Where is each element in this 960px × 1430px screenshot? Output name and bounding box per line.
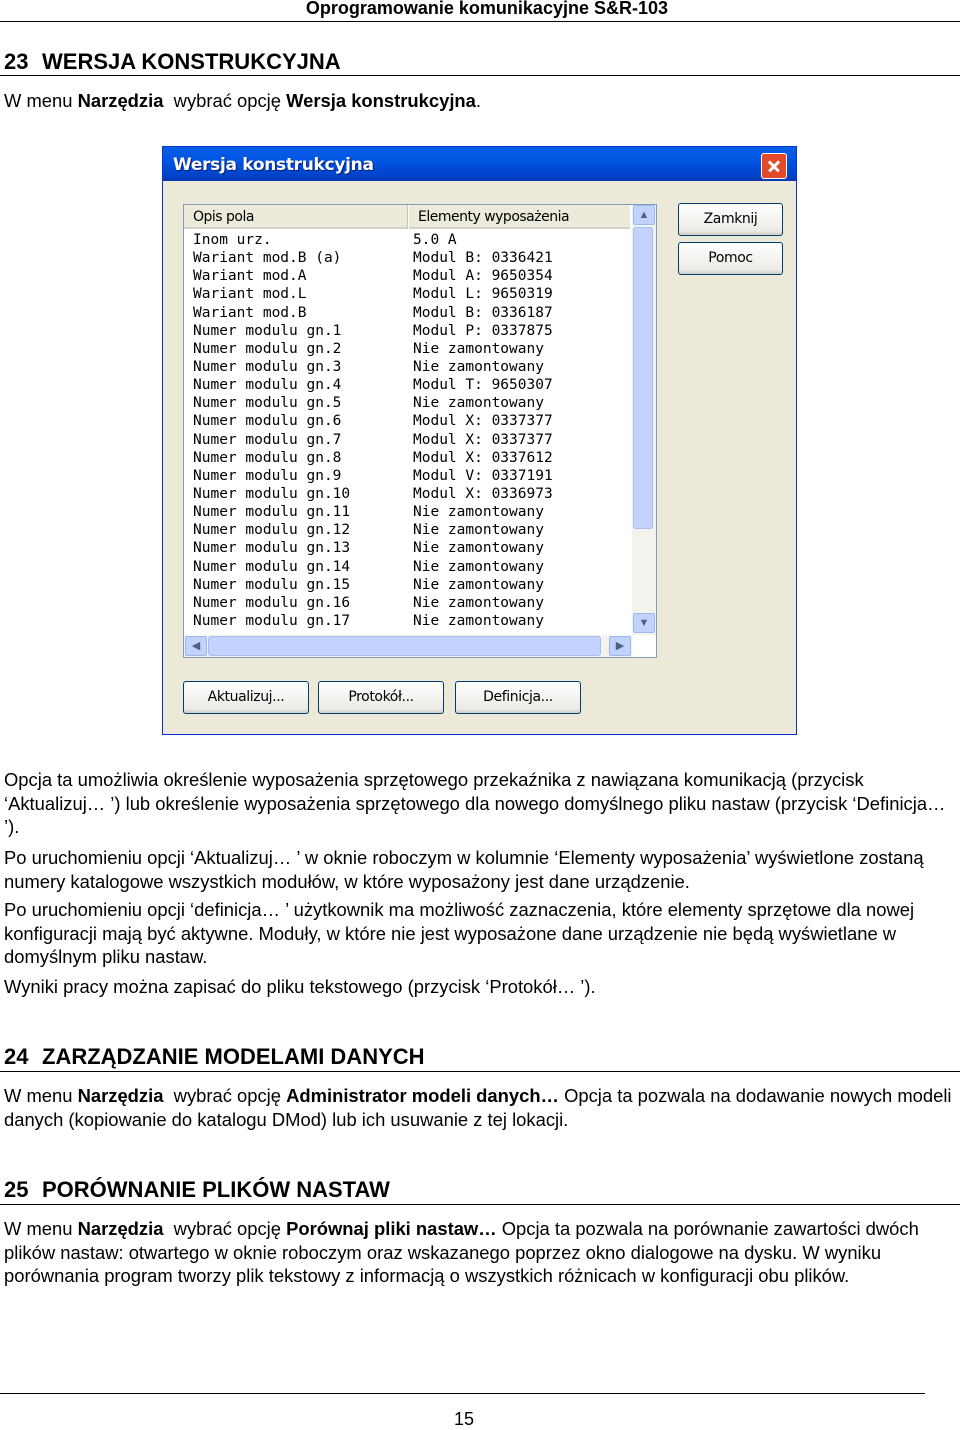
field-name: Numer modulu gn.15 bbox=[193, 576, 351, 593]
field-name: Numer modulu gn.16 bbox=[193, 594, 351, 611]
section-rule bbox=[0, 1071, 960, 1072]
section-rule bbox=[0, 75, 960, 76]
equipment-value: Nie zamontowany bbox=[413, 540, 544, 557]
equipment-value: Modul X: 0337377 bbox=[413, 413, 553, 430]
close-icon[interactable] bbox=[761, 153, 787, 179]
equipment-value: 5.0 A bbox=[413, 232, 457, 248]
field-name: Wariant mod.L bbox=[193, 286, 307, 303]
dialog-titlebar[interactable] bbox=[163, 147, 796, 181]
field-name: Inom urz. bbox=[193, 232, 272, 248]
column-header-field[interactable]: Opis pola bbox=[184, 205, 408, 229]
section-title: WERSJA KONSTRUKCYJNA bbox=[42, 49, 341, 74]
field-name: Numer modulu gn.14 bbox=[193, 558, 351, 575]
equipment-value: Modul V: 0337191 bbox=[413, 467, 553, 484]
field-name: Wariant mod.A bbox=[193, 268, 307, 285]
field-name: Numer modulu gn.6 bbox=[193, 413, 342, 430]
section-rule bbox=[0, 1204, 960, 1205]
field-name: Numer modulu gn.7 bbox=[193, 431, 342, 448]
equipment-list[interactable] bbox=[183, 204, 657, 658]
dialog-title: Wersja konstrukcyjna bbox=[173, 155, 374, 175]
equipment-value: Modul A: 9650354 bbox=[413, 268, 553, 285]
definition-button[interactable]: Definicja... bbox=[455, 681, 581, 714]
scroll-left-icon[interactable]: ◀ bbox=[185, 636, 207, 656]
section-23-heading bbox=[4, 49, 341, 75]
section-24-heading: 24 ZARZĄDZANIE MODELAMI DANYCH bbox=[4, 1044, 425, 1069]
equipment-value: Modul X: 0336973 bbox=[413, 485, 553, 502]
equipment-value: Modul X: 0337377 bbox=[413, 431, 553, 448]
hscroll-thumb[interactable] bbox=[208, 636, 601, 656]
equipment-value: Nie zamontowany bbox=[413, 340, 544, 357]
equipment-value: Modul B: 0336421 bbox=[413, 250, 553, 267]
section-23-intro: W menu Narzędzia wybrać opcję Wersja konstrukcyjna. bbox=[4, 90, 482, 111]
equipment-value: Nie zamontowany bbox=[413, 358, 544, 375]
equipment-value: Nie zamontowany bbox=[413, 576, 544, 593]
field-name: Numer modulu gn.9 bbox=[193, 467, 342, 484]
option-name: Wersja konstrukcyjna bbox=[286, 90, 476, 111]
paragraph-1: Opcja ta umożliwia określenie wyposażenia sprzętowego przekaźnika z nawiązana komunikacją (przycisk ‘Aktualizuj… ’) lub określenie wyposażenia sprzętowego dla nowego domyślnego pliku nastaw (przycisk ‘Definicja… ’). bbox=[4, 769, 946, 838]
paragraph-3: Po uruchomieniu opcji ‘definicja… ’ użytkownik ma możliwość zaznaczenia, które elementy sprzętowe dla nowej konfiguracji mają być aktywne. Moduły, w które nie jest wyposażone dane urządzenie nie będą wyświetlane w domyślnym pliku nastaw. bbox=[4, 899, 915, 968]
scroll-right-icon[interactable]: ▶ bbox=[609, 636, 631, 656]
vertical-scrollbar[interactable] bbox=[632, 205, 656, 635]
section-25-text: W menu Narzędzia wybrać opcję Porównaj pliki nastaw… Opcja ta pozwala na porównanie zawartości dwóch plików nastaw: otwartego w oknie roboczym oraz wskazanego poprzez okno dialogowe na dysku. W wyniku porównania program tworzy plik tekstowy z informacją o wszystkich różnicach w konfiguracji obu plików. bbox=[4, 1218, 919, 1287]
field-name: Wariant mod.B (a) bbox=[193, 250, 342, 267]
equipment-value: Nie zamontowany bbox=[413, 522, 544, 539]
help-button[interactable]: Pomoc bbox=[678, 242, 783, 275]
field-name: Numer modulu gn.8 bbox=[193, 449, 342, 466]
field-name: Numer modulu gn.13 bbox=[193, 540, 351, 557]
dialog-window bbox=[162, 146, 797, 735]
header-title: Oprogramowanie komunikacyjne S&R-103 bbox=[305, 0, 668, 18]
page-number: 15 bbox=[454, 1409, 475, 1429]
field-name: Numer modulu gn.10 bbox=[193, 485, 351, 502]
equipment-value: Nie zamontowany bbox=[413, 395, 544, 412]
footer-rule bbox=[0, 1393, 925, 1394]
paragraph-4: Wyniki pracy można zapisać do pliku tekstowego (przycisk ‘Protokół… ’). bbox=[4, 976, 596, 997]
header-rule bbox=[0, 21, 960, 22]
field-name: Numer modulu gn.5 bbox=[193, 395, 342, 412]
menu-name: Narzędzia bbox=[77, 90, 164, 111]
scroll-down-icon[interactable]: ▼ bbox=[633, 613, 655, 633]
equipment-value: Modul B: 0336187 bbox=[413, 304, 553, 321]
field-name: Wariant mod.B bbox=[193, 304, 307, 321]
scroll-up-icon[interactable]: ▲ bbox=[633, 205, 655, 225]
field-name: Numer modulu gn.12 bbox=[193, 522, 351, 539]
equipment-value: Nie zamontowany bbox=[413, 504, 544, 521]
column-header-equipment[interactable]: Elementy wyposażenia bbox=[409, 205, 630, 229]
field-name: Numer modulu gn.3 bbox=[193, 358, 342, 375]
horizontal-scrollbar[interactable] bbox=[184, 635, 632, 657]
equipment-value: Modul L: 9650319 bbox=[413, 286, 553, 303]
equipment-value: Nie zamontowany bbox=[413, 558, 544, 575]
section-25-heading: 25 PORÓWNANIE PLIKÓW NASTAW bbox=[4, 1177, 390, 1202]
update-button[interactable]: Aktualizuj... bbox=[183, 681, 309, 714]
field-name: Numer modulu gn.4 bbox=[193, 377, 342, 394]
equipment-value: Modul P: 0337875 bbox=[413, 322, 553, 339]
field-name: Numer modulu gn.17 bbox=[193, 612, 351, 629]
field-name: Numer modulu gn.11 bbox=[193, 504, 351, 521]
field-name: Numer modulu gn.2 bbox=[193, 340, 342, 357]
equipment-value: Nie zamontowany bbox=[413, 612, 544, 629]
scroll-thumb[interactable] bbox=[633, 227, 653, 529]
equipment-value: Modul X: 0337612 bbox=[413, 449, 553, 466]
section-24-text: W menu Narzędzia wybrać opcję Administrator modeli danych… Opcja ta pozwala na dodawanie nowych modeli danych (kopiowanie do katalogu DMod) lub ich usuwanie z tej lokacji. bbox=[4, 1085, 952, 1130]
paragraph-2: Po uruchomieniu opcji ‘Aktualizuj… ’ w oknie roboczym w kolumnie ‘Elementy wyposażenia’ wyświetlone zostaną numery katalogowe wszystkich modułów, w które wyposażony jest dane urządzenie. bbox=[4, 847, 924, 892]
protocol-button[interactable]: Protokół... bbox=[318, 681, 444, 714]
equipment-value: Nie zamontowany bbox=[413, 594, 544, 611]
field-name: Numer modulu gn.1 bbox=[193, 322, 342, 339]
section-number: 23 bbox=[4, 49, 29, 74]
equipment-value: Modul T: 9650307 bbox=[413, 377, 553, 394]
close-button[interactable]: Zamknij bbox=[678, 203, 783, 236]
